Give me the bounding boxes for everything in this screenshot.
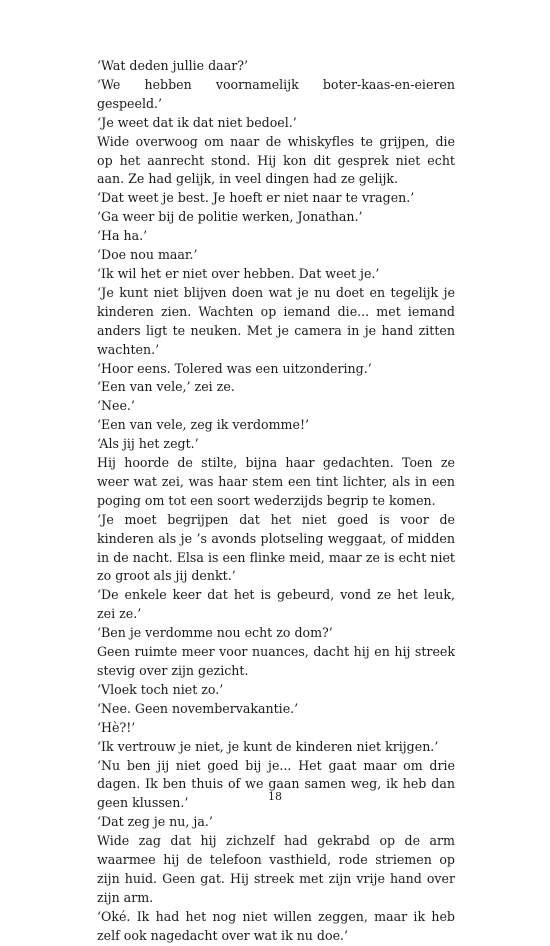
paragraph: ‘Ben je verdomme nou echt zo dom?’ <box>97 625 333 641</box>
paragraph: ‘Je weet dat ik dat niet bedoel.’ <box>97 114 297 130</box>
paragraph: Wide overwoog om naar de whiskyfles te grijpen, die op het aanrecht stond. Hij kon dit gesprek niet echt aan. Ze had gelijk, in veel dingen had ze gelijk. <box>97 133 455 187</box>
paragraph: ‘Doe nou maar.’ <box>97 247 198 263</box>
paragraph: ‘Ik vertrouw je niet, je kunt de kinderen niet krijgen.’ <box>97 738 439 754</box>
paragraph: ‘Vloek toch niet zo.’ <box>97 681 224 697</box>
paragraph: ‘Oké. Ik had het nog niet willen zeggen, maar ik heb zelf ook nagedacht over wat ik nu doe.’ <box>97 908 455 943</box>
paragraph: ‘Dat zeg je nu, ja.’ <box>97 814 213 830</box>
paragraph: ‘Een van vele, zeg ik verdomme!’ <box>97 417 310 433</box>
page-number: 18 <box>268 790 282 803</box>
paragraph: ‘Ga weer bij de politie werken, Jonathan.’ <box>97 209 363 225</box>
paragraph: ‘Ha ha.’ <box>97 228 148 244</box>
paragraph: ‘De enkele keer dat het is gebeurd, vond ze het leuk, zei ze.’ <box>97 587 455 622</box>
paragraph: Hij hoorde de stilte, bijna haar gedachten. Toen ze weer wat zei, was haar stem een tint lichter, als in een poging om tot een soort wederzijds begrip te komen. <box>97 455 455 508</box>
paragraph: ‘Je kunt niet blijven doen wat je nu doet en tegelijk je kinderen zien. Wachten op iemand die... met iemand anders ligt te neuken. Met je camera in je hand zitten wachten.’ <box>97 284 455 357</box>
paragraph: ‘Je moet begrijpen dat het niet goed is voor de kinderen als je ’s avonds plotseling weggaat, of midden in de nacht. Elsa is een flinke meid, maar ze is echt niet zo groot als jij denkt.’ <box>97 511 455 584</box>
paragraph: ‘Hoor eens. Tolered was een uitzondering.’ <box>97 360 372 376</box>
paragraph: Geen ruimte meer voor nuances, dacht hij en hij streek stevig over zijn gezicht. <box>97 644 455 678</box>
paragraph: ‘Dat weet je best. Je hoeft er niet naar te vragen.’ <box>97 190 415 206</box>
paragraph: ‘Wat deden jullie daar?’ <box>97 58 248 73</box>
paragraph: ‘Nee.’ <box>97 398 135 414</box>
paragraph: ‘Hè?!’ <box>97 719 136 735</box>
paragraph: ‘Ik wil het er niet over hebben. Dat weet je.’ <box>97 265 380 281</box>
paragraph: Wide zag dat hij zichzelf had gekrabd op de arm waarmee hij de telefoon vasthield, rode striemen op zijn huid. Geen gat. Hij streek met zijn vrije hand over zijn arm. <box>97 833 455 905</box>
body-text <box>97 57 455 946</box>
paragraph: ‘Nee. Geen novembervakantie.’ <box>97 700 299 716</box>
paragraph: ‘We hebben voornamelijk boter-kaas-en-eieren gespeeld.’ <box>97 76 455 111</box>
paragraph: ‘Als jij het zegt.’ <box>97 436 199 452</box>
paragraph: ‘Een van vele,’ zei ze. <box>97 379 235 395</box>
paragraph: ‘Nu ben jij niet goed bij je... Het gaat maar om drie dagen. Ik ben thuis of we gaan samen weg, ik heb dan geen klussen.’ <box>97 757 455 811</box>
